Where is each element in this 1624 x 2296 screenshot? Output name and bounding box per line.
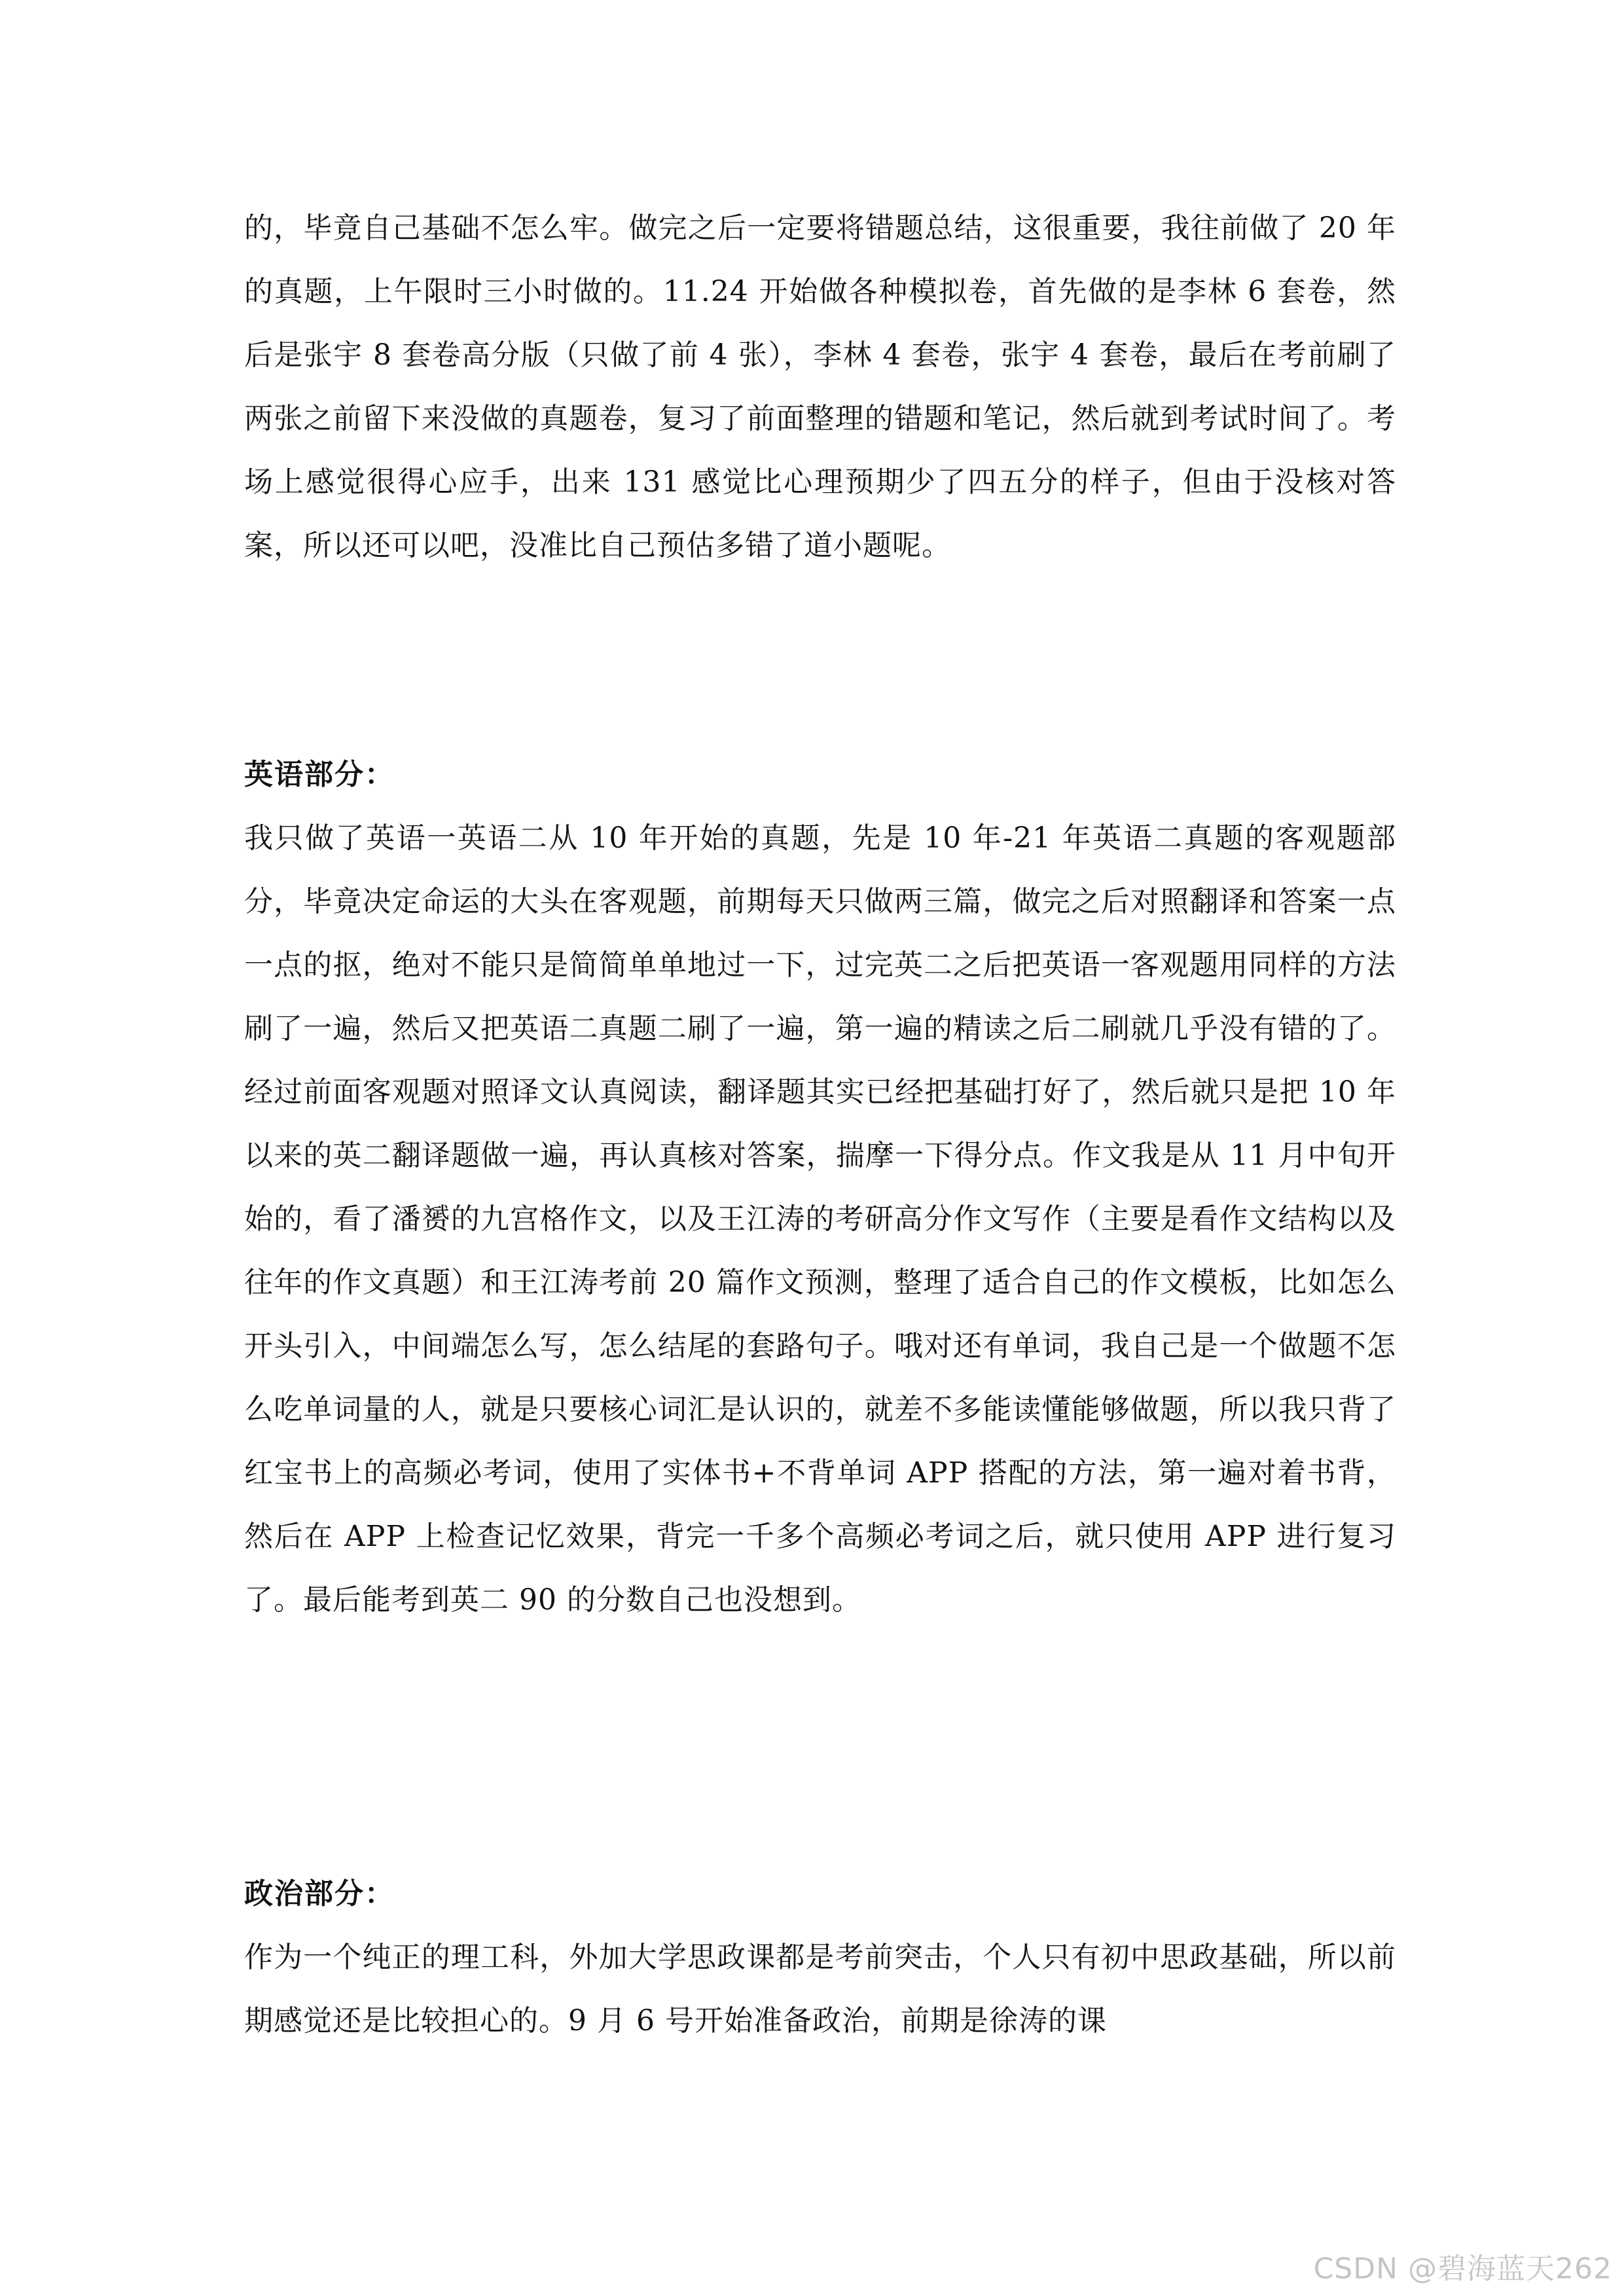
english-paragraph: 我只做了英语一英语二从 10 年开始的真题，先是 10 年-21 年英语二真题的客观题部分，毕竟决定命运的大头在客观题，前期每天只做两三篇，做完之后对照翻译和答案一点一点的抠，绝对不能只是简简单单地过一下，过完英二之后把英语一客观题用同样的方法刷了一遍，然后又把英语二真题二刷了一遍，第一遍的精读之后二刷就几乎没有错的了。经过前面客观题对照译文认真阅读，翻译题其实已经把基础打好了，然后就只是把 10 年以来的英二翻译题做一遍，再认真核对答案，揣摩一下得分点。作文我是从 11 月中旬开始的，看了潘赟的九宫格作文，以及王江涛的考研高分作文写作（主要是看作文结构以及往年的作文真题）和王江涛考前 20 篇作文预测，整理了适合自己的作文模板，比如怎么开头引入，中间端怎么写，怎么结尾的套路句子。哦对还有单词，我自己是一个做题不怎么吃单词量的人，就是只要核心词汇是认识的，就差不多能读懂能够做题，所以我只背了红宝书上的高频必考词，使用了实体书+不背单词 APP 搭配的方法，第一遍对着书背，然后在 APP 上检查记忆效果，背完一千多个高频必考词之后，就只使用 APP 进行复习了。最后能考到英二 90 的分数自己也没想到。 [244, 821, 1396, 1617]
english-section [244, 743, 1396, 1632]
politics-paragraph: 作为一个纯正的理工科，外加大学思政课都是考前突击，个人只有初中思政基础，所以前期感觉还是比较担心的。9 月 6 号开始准备政治，前期是徐涛的课 [244, 1941, 1396, 2037]
politics-section [244, 1862, 1396, 2053]
math-section [244, 196, 1396, 577]
csdn-watermark: CSDN @碧海蓝天262 [1313, 2252, 1612, 2286]
math-paragraph: 的，毕竟自己基础不怎么牢。做完之后一定要将错题总结，这很重要，我往前做了 20 年的真题，上午限时三小时做的。11.24 开始做各种模拟卷，首先做的是李林 6 套卷，然后是张宇 8 套卷高分版（只做了前 4 张），李林 4 套卷，张宇 4 套卷，最后在考前刷了两张之前留下来没做的真题卷，复习了前面整理的错题和笔记，然后就到考试时间了。考场上感觉很得心应手，出来 131 感觉比心理预期少了四五分的样子，但由于没核对答案，所以还可以吧，没准比自己预估多错了道小题呢。 [244, 211, 1396, 562]
politics-heading: 政治部分： [244, 1877, 395, 1910]
english-heading: 英语部分： [244, 758, 395, 791]
